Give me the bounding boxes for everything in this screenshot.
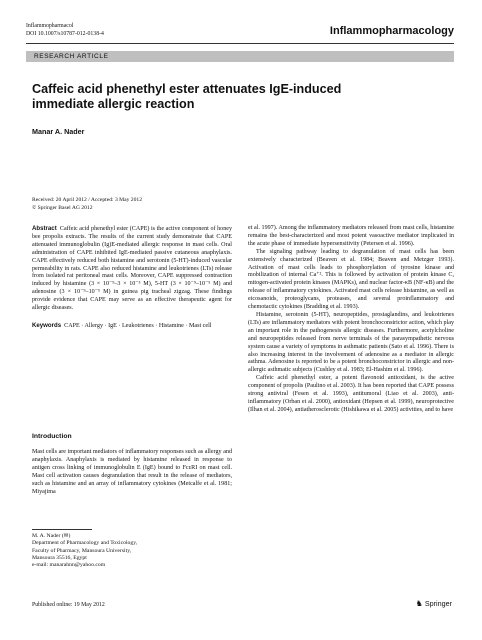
received-block	[32, 197, 142, 212]
paragraph-4: Caffeic acid phenethyl ester, a potent flavonoid antioxidant, is the active component of propolis (Paulino et al. 2003). It has been reported that CAPE possess strong antiviral (Fesen et al. 1993), antitumoral (Liao et al. 2003), anti-inflammatory (Orban et al. 2000), antioxidant (Hepsen et al. 1999), neuroprotective (Ilhan et al. 2004), antiatherosclerotic (Hishikawa et al. 2005) activities, and to have	[248, 375, 454, 413]
keywords	[32, 322, 232, 331]
left-column	[32, 225, 232, 331]
abstract-text: Caffeic acid phenethyl ester (CAPE) is the active component of honey bee propolis extracts. The results of the current study demonstrate that CAPE attenuated immunoglobulin (Ig)E-mediated allergic response in mast cells. Oral administration of CAPE inhibited IgE-mediated passive cutaneous anaphylaxis. CAPE effectively reduced both histamine and serotonin (5-HT)-induced vascular permeability in rats. CAPE also reduced histamine and leukotrienes (LTs) release from isolated rat peritoneal mast cells. Moreover, CAPE suppressed contraction induced by histamine (3 × 10⁻⁹–3 × 10⁻⁵ M), 5-HT (3 × 10⁻⁹–10⁻⁵ M) and adenosine (3 × 10⁻⁹–10⁻⁵ M) in guinea pig tracheal zigzag. These findings provide evidence that CAPE may serve as an effective therapeutic agent for allergic diseases.	[32, 226, 232, 312]
author-affiliation-footnote	[32, 533, 137, 569]
footnote-line-1: M. A. Nader (✉)	[32, 533, 71, 539]
received-dates: Received: 20 April 2012 / Accepted: 3 May 2012	[32, 197, 142, 203]
article-type-band: RESEARCH ARTICLE	[26, 51, 454, 62]
copyright: © Springer Basel AG 2012	[32, 204, 93, 211]
introduction-heading: Introduction	[32, 433, 72, 440]
paragraph-2: The signaling pathway leading to degranulation of mast cells has been extensively characterized (Beaven et al. 1984; Beaven and Metzger 1993). Activation of mast cells leads to phosphorylation of tyrosine kinase and mobilization of internal Ca⁺². This is followed by activation of protein kinase C, mitogen-activated protein kinases (MAPKs), and nuclear factor-κB (NF-κB) and the release of inflammatory cytokines. Activated mast cells release histamine, as well as eicosanoids, proteoglycans, proteases, and several proinflammatory and chemotactic cytokines (Bradding et al. 1993).	[248, 248, 454, 311]
keywords-text: CAPE · Allergy · IgE · Leukotrienes · Histamine · Mast cell	[64, 322, 212, 329]
footnote-line-4: Mansoura 35516, Egypt	[32, 554, 87, 561]
introduction-text: Mast cells are important mediators of inflammatory responses such as allergy and anaphylaxis. Anaphylaxis is mediated by histamine released in response to antigen cross linking of immunoglobulin E (IgE) bound to FcεRI on mast cell. Mast cell activation causes degranulation that result in the release of mediators, such as histamine and an array of inflammatory cytokines (Metcalfe et al. 1981; Miyajima	[32, 449, 232, 495]
footnote-line-3: Faculty of Pharmacy, Mansoura University,	[32, 547, 132, 554]
publisher-name: Springer	[424, 599, 452, 608]
footnote-line-2: Department of Pharmacology and Toxicology,	[32, 540, 138, 547]
paragraph-3: Histamine, serotonin (5-HT), neuropeptides, prostaglandins, and leukotrienes (LTs) are inflammatory mediators with potent bronchoconstrictor action, which play an important role in the pathogenesis allergic diseases. Furthermore, acetylcholine and neuropeptides released from nerve terminals of the parasympathetic nervous system cause a variety of symptoms in asthmatic patients (Sato et al. 1996). There is also increasing interest in the involvement of adenosine as a mediator in allergic asthma. Adenosine is reported to be a potent bronchoconstrictor in allergic and non-allergic asthmatic subjects (Cushley et al. 1983; El-Hashim et al. 1996).	[248, 311, 454, 374]
doi: DOI 10.1007/s10787-012-0138-4	[26, 31, 104, 37]
keywords-heading: Keywords	[32, 321, 62, 329]
journal-meta	[26, 22, 104, 38]
footnote-rule	[32, 529, 92, 530]
publisher-mark	[416, 599, 452, 608]
abstract-heading: Abstract	[32, 225, 57, 232]
paragraph-1: et al. 1997). Among the inflammatory mediators released from mast cells, histamine remains the best-characterized and most potent vasoactive mediator implicated in the acute phase of immediate hypersensitivity (Petersen et al. 1996).	[248, 225, 454, 247]
article-title: Caffeic acid phenethyl ester attenuates IgE-induced immediate allergic reaction	[32, 82, 342, 111]
right-column	[248, 225, 454, 415]
published-online: Published online: 19 May 2012	[32, 602, 105, 608]
journal-abbrev: Inflammopharmacol	[26, 23, 74, 29]
footnote-email: e-mail: manarahnn@yahoo.com	[32, 562, 106, 569]
author-name: Manar A. Nader	[32, 127, 85, 136]
introduction-body	[32, 449, 232, 496]
springer-horse-icon: ♞	[415, 599, 423, 608]
journal-name: Inflammopharmacology	[329, 25, 454, 37]
header-rule	[26, 43, 454, 44]
abstract	[32, 225, 232, 313]
